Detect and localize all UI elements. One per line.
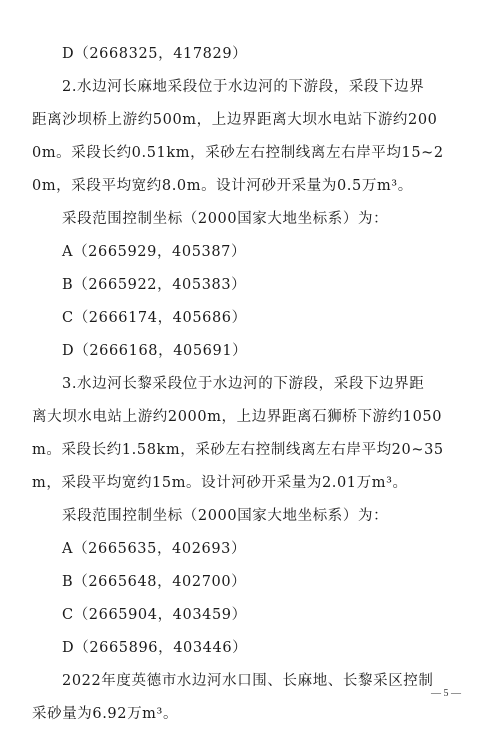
page-number: — 5 — [431,688,461,699]
paragraph-2-line-4: 0m，采段平均宽约8.0m。设计河砂开采量为0.5万m³。 [32,178,413,194]
paragraph-2-line-3: 0m。采段长约0.51km，采砂左右控制线离左右岸平均15~2 [32,145,444,161]
coord-heading-2: 采段范围控制坐标（2000国家大地坐标系）为： [62,211,389,227]
coord-a-segment-2: A（2665929，405387） [62,244,247,260]
coord-c-segment-2: C（2666174，405686） [62,310,247,326]
coord-a-segment-3: A（2665635，402693） [62,541,247,557]
coord-c-segment-3: C（2665904，403459） [62,607,247,623]
coord-d-segment-3: D（2665896，403446） [62,640,248,656]
coord-d-segment-2: D（2666168，405691） [62,343,248,359]
paragraph-3-line-4: m，采段平均宽约15m。设计河砂开采量为2.01万m³。 [32,475,408,491]
paragraph-2-line-2: 距离沙坝桥上游约500m，上边界距离大坝水电站下游约200 [32,112,438,128]
coord-b-segment-3: B（2665648，402700） [62,574,247,590]
paragraph-3-line-1: 3.水边河长黎采段位于水边河的下游段，采段下边界距 [62,376,425,392]
coord-d-segment-1: D（2668325，417829） [62,46,248,62]
coord-b-segment-2: B（2665922，405383） [62,277,247,293]
paragraph-3-line-3: m。采段长约1.58km，采砂左右控制线离左右岸平均20~35 [32,442,444,458]
paragraph-2-line-1: 2.水边河长麻地采段位于水边河的下游段，采段下边界 [62,79,425,95]
paragraph-3-line-2: 离大坝水电站上游约2000m，上边界距离石狮桥下游约1050 [32,409,443,425]
summary-line-1: 2022年度英德市水边河水口围、长麻地、长黎采区控制 [62,673,434,689]
coord-heading-3: 采段范围控制坐标（2000国家大地坐标系）为： [62,508,389,524]
summary-line-2: 采砂量为6.92万m³。 [32,706,179,722]
